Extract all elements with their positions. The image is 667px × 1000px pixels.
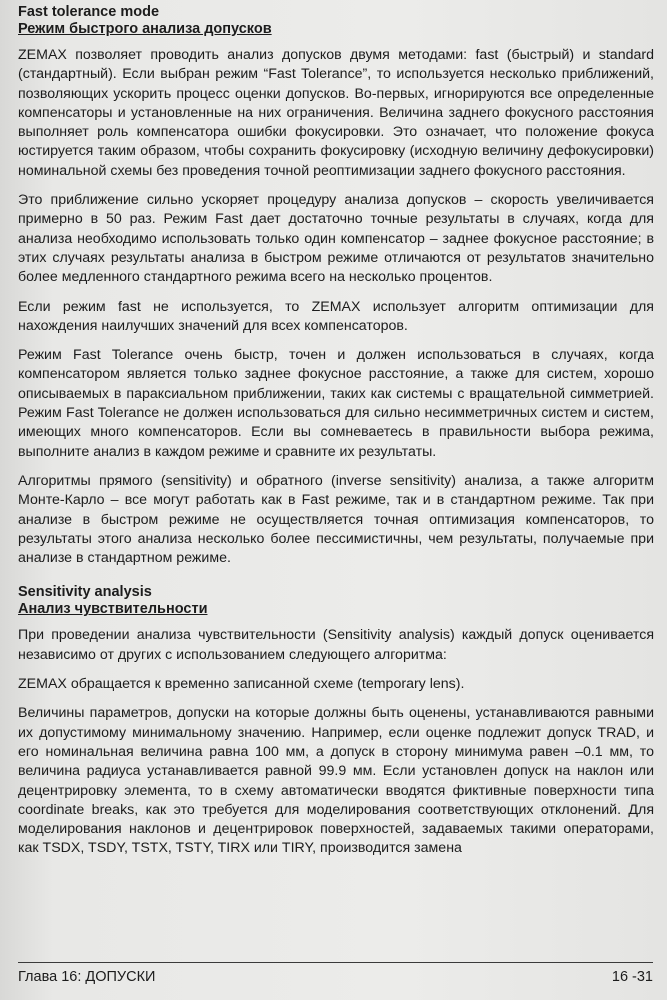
paragraph: При проведении анализа чувствительности (Sensitivity analysis) каждый допуск оценивается независимо от других с использованием следующего алгоритма: [18,627,654,663]
page-footer [18,962,653,987]
paragraph: ZEMAX обращается к временно записанной схеме (temporary lens). [18,676,465,693]
paragraph: Это приближение сильно ускоряет процедуру анализа допусков – скорость увеличивается примерно в 50 раз. Режим Fast дает достаточно точные результаты в случаях, когда для анализа необходимо использовать только один компенсатор – заднее фокусное расстояние; в этих случаях результаты анализа в быстром режиме отличаются от результатов значительно более медленного стандартного режима всего на несколько процентов. [18,192,654,286]
section-subtitle: Режим быстрого анализа допусков [18,21,272,37]
paragraph: ZEMAX позволяет проводить анализ допусков двумя методами: fast (быстрый) и standard (стандартный). Если выбран режим “Fast Tolerance”, то используется несколько приближений, позволяющих ускорить процесс оценки допусков. Во-первых, игнорируются все определенные компенсаторы и установленные на них ограничения. Величина заднего фокусного расстояния выполняет роль компенсатора ошибки фокусировки. Это означает, что положение фокуса юстируется таким образом, чтобы сохранить фокусировку (исходную величину дефокусировки) номинальной схемы без проведения точной реоптимизации заднего фокусного расстояния. [18,47,654,179]
paragraph: Алгоритмы прямого (sensitivity) и обратного (inverse sensitivity) анализа, а также алгоритм Монте-Карло – все могут работать как в Fast режиме, так и в стандартном режиме. Так при анализе в быстром режиме не осуществляется точная оптимизация компенсаторов, то результаты этого анализа несколько более пессимистичны, чем результаты, получаемые при анализе в стандартном режиме. [18,472,654,567]
paragraph: Величины параметров, допуски на которые должны быть оценены, устанавливаются равными их допустимому минимальному значению. Например, если оценке подлежит допуск TRAD, и его номинальная величина равна 100 мм, а допуск в сторону минимума равен –0.1 мм, то величина радиуса устанавливается равной 99.9 мм. Если установлен допуск на наклон или децентрировку элемента, то в схему автоматически вводятся фиктивные поверхности типа coordinate breaks, как это требуется для моделирования соответствующих отклонений. Для моделирования наклонов и децентрировок поверхностей, задаваемых такими операторами, как TSDX, TSDY, TSTX, TSTY, TIRX или TIRY, производится замена [18,705,654,857]
footer-chapter: Глава 16: ДОПУСКИ [18,969,156,985]
section-subtitle: Анализ чувствительности [18,601,208,618]
section-title: Sensitivity analysis [18,584,152,601]
section-title: Fast tolerance mode [18,4,160,20]
section-sensitivity-analysis [18,584,654,858]
page-content [18,4,654,869]
paragraph: Если режим fast не используется, то ZEMAX использует алгоритм оптимизации для нахождения наилучших значений для всех компенсаторов. [18,298,654,334]
section-fast-tolerance [18,4,654,568]
footer-page-number: 16 -31 [611,969,653,985]
paragraph: Режим Fast Tolerance очень быстр, точен и должен использоваться в случаях, когда компенсатором является только заднее фокусное расстояние, а также для систем, хорошо описываемых в параксиальном приближении, таких как системы с вращательной симметрией. Режим Fast Tolerance не должен использоваться для сильно несимметричных систем и систем, имеющих много компенсаторов. Если вы сомневаетесь в правильности выбора режима, выполните анализ в каждом режиме и сравните их результаты. [18,347,654,460]
